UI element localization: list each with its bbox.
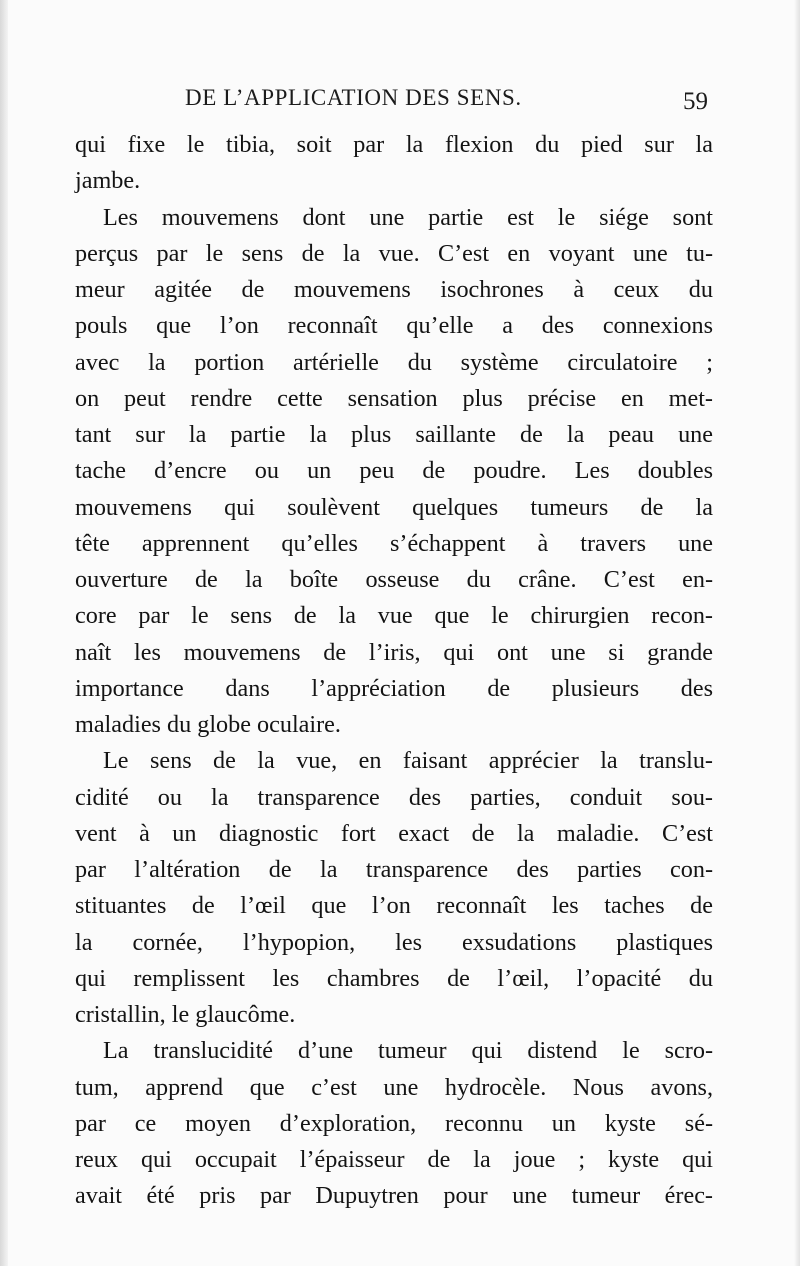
text-line: cristallin, le glaucôme. [75,1001,296,1028]
text-line: core par le sens de la vue que le chirurgien recon- [75,602,713,630]
text-line: tant sur la partie la plus saillante de la peau une [75,421,713,448]
text-line: La translucidité d’une tumeur qui distend le scro- [103,1037,713,1065]
text-line: pouls que l’on reconnaît qu’elle a des connexions [75,312,713,340]
running-title: DE L’APPLICATION DES SENS. [185,85,522,110]
text-line: jambe. [75,167,141,195]
text-line: tête apprennent qu’elles s’échappent à travers une [75,529,713,557]
page-header [0,85,800,125]
text-line: vent à un diagnostic fort exact de la maladie. C’est [75,819,713,847]
text-line: par l’altération de la transparence des parties con- [75,856,713,883]
text-line: avec la portion artérielle du système circulatoire ; [75,348,713,376]
text-line: la cornée, l’hypopion, les exsudations plastiques [75,928,713,956]
text-line: Les mouvemens dont une partie est le siége sont [103,203,713,231]
text-line: par ce moyen d’exploration, reconnu un kyste sé- [75,1109,713,1137]
text-line: perçus par le sens de la vue. C’est en voyant une tu- [75,239,713,267]
text-line: ouverture de la boîte osseuse du crâne. C’est en- [75,566,713,593]
text-line: maladies du globe oculaire. [75,711,341,738]
text-line: avait été pris par Dupuytren pour une tumeur érec- [75,1182,713,1210]
text-line: naît les mouvemens de l’iris, qui ont une si grande [75,638,713,666]
text-line: meur agitée de mouvemens isochrones à ceux du [75,276,713,303]
text-line: cidité ou la transparence des parties, conduit sou- [75,783,713,811]
text-line: qui remplissent les chambres de l’œil, l’opacité du [75,964,713,992]
text-line: Le sens de la vue, en faisant apprécier la translu- [103,747,713,775]
body-text [75,127,713,1215]
text-line: reux qui occupait l’épaisseur de la joue ; kyste qui [75,1146,713,1173]
page-edge-shadow [794,0,800,1266]
text-line: tum, apprend que c’est une hydrocèle. Nous avons, [75,1073,713,1101]
text-line: mouvemens qui soulèvent quelques tumeurs de la [75,493,713,521]
text-line: tache d’encre ou un peu de poudre. Les doubles [75,457,713,485]
page-number: 59 [683,88,708,115]
page-gutter-shadow [0,0,8,1266]
text-line: qui fixe le tibia, soit par la flexion du pied sur la [75,131,713,158]
text-line: importance dans l’appréciation de plusieurs des [75,674,713,702]
text-line: stituantes de l’œil que l’on reconnaît les taches de [75,892,713,920]
text-line: on peut rendre cette sensation plus précise en met- [75,384,713,412]
